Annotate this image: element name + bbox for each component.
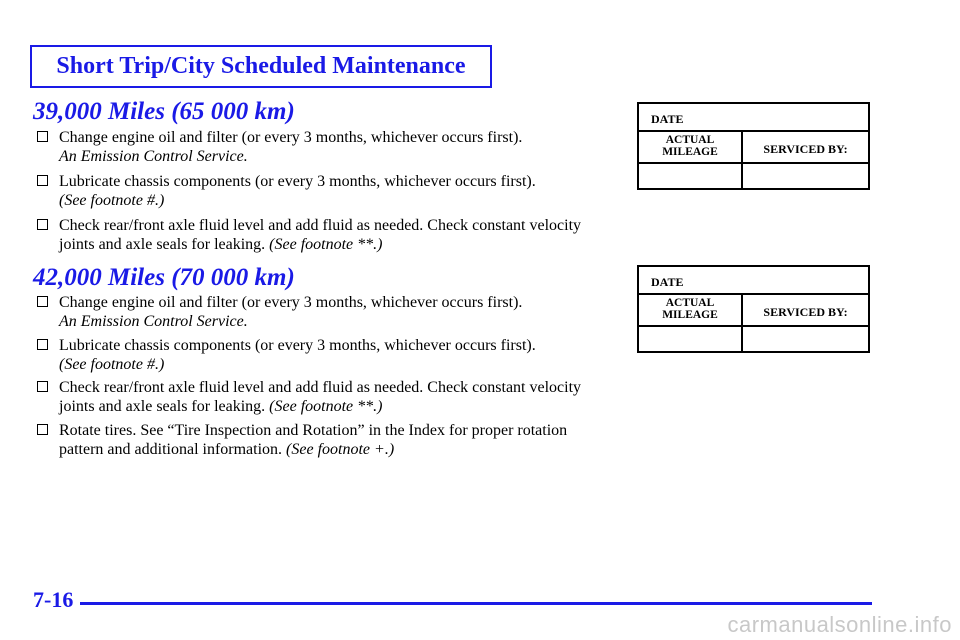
page-number: 7-16 xyxy=(33,587,74,612)
checklist-item xyxy=(37,421,597,459)
checkbox-icon[interactable] xyxy=(37,296,48,307)
entry-row xyxy=(639,327,868,351)
mileage-label-line1: ACTUAL xyxy=(665,297,715,309)
item-note: (See footnote #.) xyxy=(59,192,165,209)
item-text: Lubricate chassis components (or every 3 months, whichever occurs first). xyxy=(59,337,536,354)
date-label: DATE xyxy=(651,275,684,289)
item-text: Check rear/front axle fluid level and add fluid as needed. Check constant velocity joints and axle seals for leaking. xyxy=(59,217,582,253)
service-record-table xyxy=(637,102,870,190)
column-divider xyxy=(741,295,743,351)
checkbox-icon[interactable] xyxy=(37,339,48,350)
checkbox-icon[interactable] xyxy=(37,424,48,435)
item-note: (See footnote #.) xyxy=(59,356,165,373)
entry-row xyxy=(639,164,868,188)
checkbox-icon[interactable] xyxy=(37,175,48,186)
item-text: Lubricate chassis components (or every 3 months, whichever occurs first). xyxy=(59,173,536,190)
service-record-table xyxy=(637,265,870,353)
checklist-item xyxy=(37,172,597,210)
mileage-label-line2: MILEAGE xyxy=(662,146,718,158)
mileage-label-line1: ACTUAL xyxy=(665,134,715,146)
checkbox-icon[interactable] xyxy=(37,381,48,392)
item-text: Change engine oil and filter (or every 3 months, whichever occurs first). xyxy=(59,129,523,146)
item-note: (See footnote **.) xyxy=(269,398,383,415)
date-row xyxy=(639,104,868,132)
mileage-label-line2: MILEAGE xyxy=(662,309,718,321)
serviced-by-label: SERVICED BY: xyxy=(763,142,848,156)
checkbox-icon[interactable] xyxy=(37,219,48,230)
checklist-item xyxy=(37,128,597,166)
section-heading-39000: 39,000 Miles (65 000 km) xyxy=(33,98,295,125)
date-row xyxy=(639,267,868,295)
checklist-item xyxy=(37,336,597,374)
section-heading-42000: 42,000 Miles (70 000 km) xyxy=(33,264,295,291)
checklist-item xyxy=(37,216,597,254)
column-divider xyxy=(741,132,743,188)
page-header-box xyxy=(30,45,492,88)
actual-mileage-label xyxy=(639,297,741,321)
watermark: carmanualsonline.info xyxy=(727,612,952,637)
item-note: An Emission Control Service. xyxy=(59,148,248,165)
item-text: Check rear/front axle fluid level and add fluid as needed. Check constant velocity joints and axle seals for leaking. xyxy=(59,379,582,415)
checklist-item xyxy=(37,293,597,331)
footer-rule xyxy=(80,602,872,605)
checkbox-icon[interactable] xyxy=(37,131,48,142)
actual-mileage-label xyxy=(639,134,741,158)
item-note: (See footnote +.) xyxy=(286,441,395,458)
item-note: An Emission Control Service. xyxy=(59,313,248,330)
item-text: Rotate tires. See “Tire Inspection and Rotation” in the Index for proper rotation pattern and additional information. xyxy=(59,422,568,458)
checklist-item xyxy=(37,378,597,416)
item-text: Change engine oil and filter (or every 3 months, whichever occurs first). xyxy=(59,294,523,311)
date-label: DATE xyxy=(651,112,684,126)
page-title: Short Trip/City Scheduled Maintenance xyxy=(56,53,466,79)
item-note: (See footnote **.) xyxy=(269,236,383,253)
serviced-by-label: SERVICED BY: xyxy=(763,305,848,319)
